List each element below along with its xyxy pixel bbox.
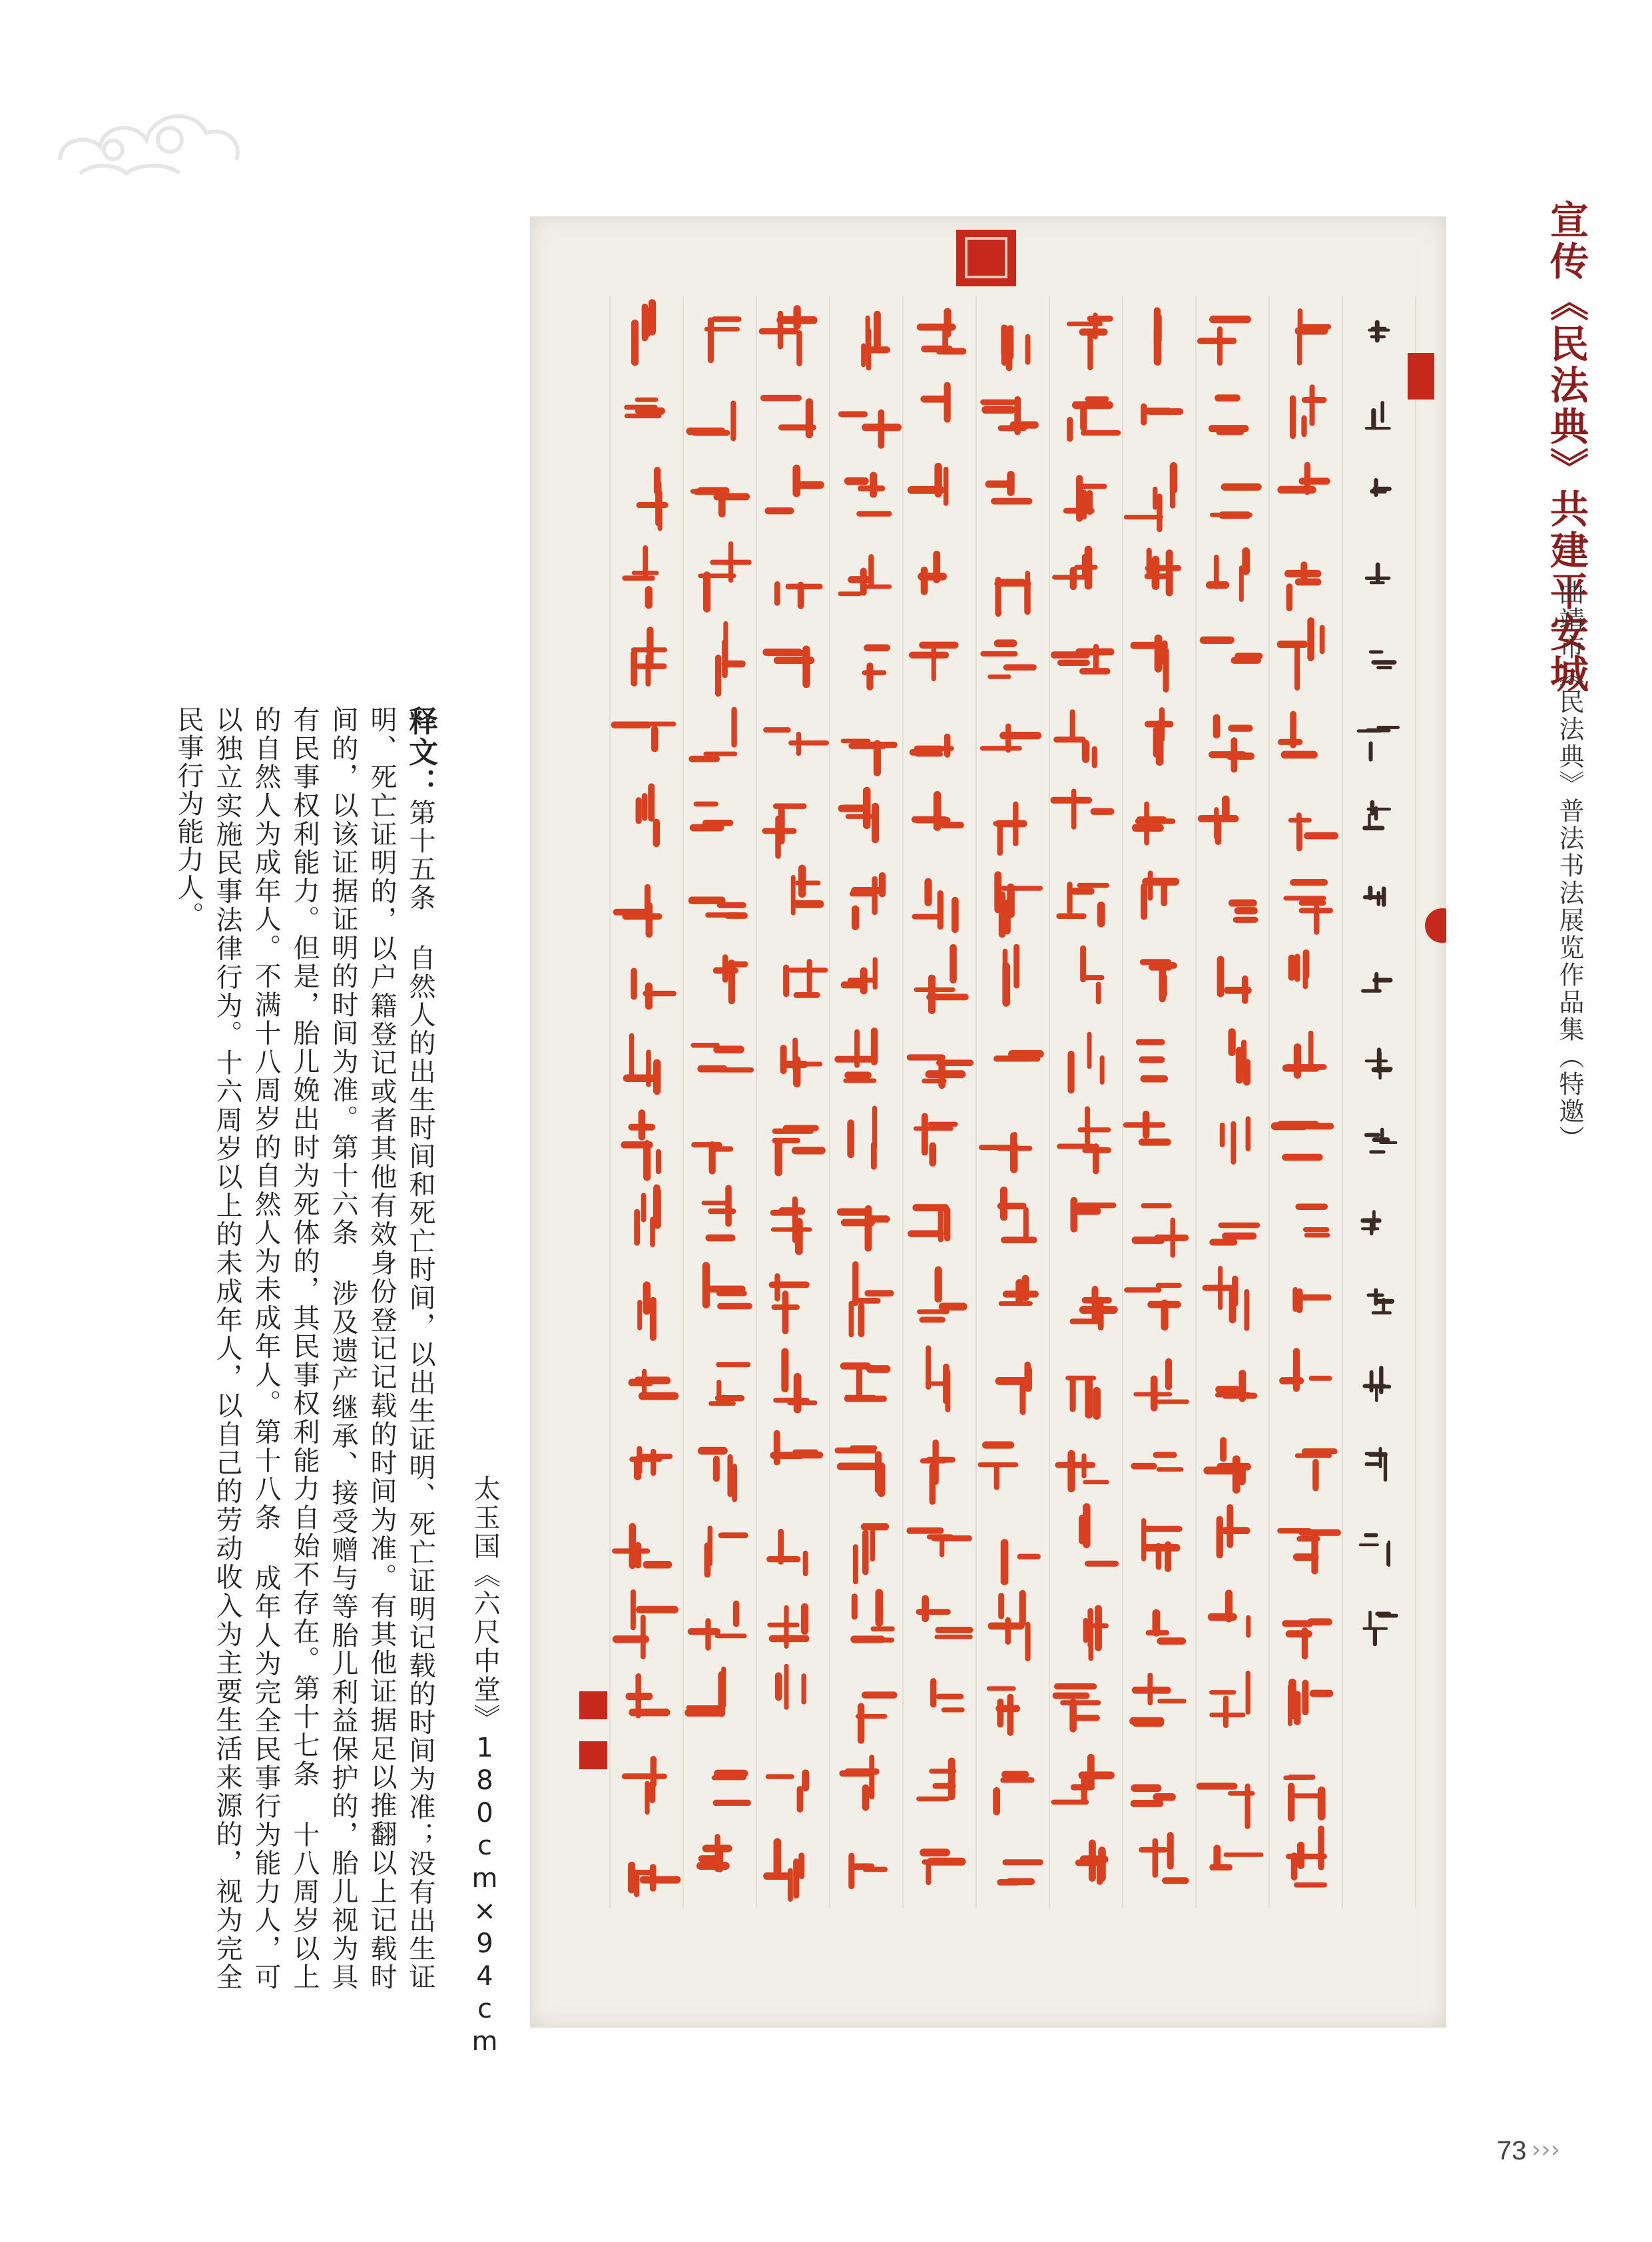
calligraphy-glyph xyxy=(1197,316,1251,366)
calligraphy-glyph xyxy=(698,1447,737,1502)
calligraphy-glyph xyxy=(685,1667,726,1717)
calligraphy-glyph xyxy=(1282,1618,1332,1659)
calligraphy-glyph xyxy=(688,897,748,919)
page-number: 73 xyxy=(1497,2136,1527,2165)
calligraphy-glyph xyxy=(1139,1832,1189,1884)
calligraphy-glyph xyxy=(1136,1039,1168,1082)
calligraphy-glyph xyxy=(909,642,959,682)
artwork-title: 《六尺中堂》 xyxy=(469,1561,500,1733)
calligraphy-glyph xyxy=(622,545,659,609)
calligraphy-glyph xyxy=(1053,1683,1101,1733)
calligraphy-glyph xyxy=(713,954,748,1004)
calligraphy-glyph xyxy=(762,646,814,689)
calligraphy-glyph xyxy=(1057,1106,1111,1174)
calligraphy-glyph xyxy=(780,1037,823,1087)
calligraphy-glyph xyxy=(997,1187,1037,1243)
signature-glyph xyxy=(1369,651,1397,670)
calligraphy-glyph xyxy=(914,944,969,1014)
calligraphy-glyph xyxy=(712,1770,751,1806)
calligraphy-glyph xyxy=(1133,1358,1189,1412)
calligraphy-glyph xyxy=(908,463,949,506)
calligraphy-glyph xyxy=(838,410,902,449)
calligraphy-glyph xyxy=(1124,1283,1182,1331)
calligraphy-glyph xyxy=(1286,1825,1327,1887)
calligraphy-glyph xyxy=(1284,561,1321,611)
calligraphy-glyph xyxy=(1070,1286,1118,1330)
calligraphy-glyph xyxy=(979,1132,1032,1173)
signature-glyph xyxy=(1366,1288,1394,1314)
calligraphy-glyph xyxy=(980,723,1041,752)
artist-name: 太玉国 xyxy=(469,1475,500,1561)
calligraphy-glyph xyxy=(920,1848,965,1885)
calligraphy-glyph xyxy=(1279,1348,1332,1392)
calligraphy-glyph xyxy=(920,1440,956,1505)
calligraphy-glyph xyxy=(628,1862,681,1897)
calligraphy-glyph xyxy=(1220,1116,1250,1165)
calligraphy-glyph xyxy=(1067,396,1121,441)
calligraphy-glyph xyxy=(1131,1785,1176,1807)
calligraphy-glyph xyxy=(766,1769,810,1813)
calligraphy-glyph xyxy=(856,1691,898,1743)
calligraphy-glyph xyxy=(772,1125,826,1176)
calligraphy-glyph xyxy=(759,305,818,366)
calligraphy-glyph xyxy=(844,472,892,517)
artwork-canvas xyxy=(530,216,1446,2028)
calligraphy-glyph xyxy=(1002,944,1019,1007)
calligraphy-glyph xyxy=(839,1755,879,1811)
calligraphy-glyph xyxy=(988,1590,1031,1661)
calligraphy-glyph xyxy=(773,1348,817,1414)
signature-glyph xyxy=(1362,1366,1391,1402)
calligraphy-glyph xyxy=(624,398,665,418)
calligraphy-glyph xyxy=(791,865,824,916)
calligraphy-glyph xyxy=(1145,707,1174,766)
calligraphy-glyph xyxy=(980,639,1036,679)
calligraphy-glyph xyxy=(993,802,1027,856)
calligraphy-glyph xyxy=(621,1109,661,1181)
calligraphy-glyph xyxy=(1141,870,1179,920)
calligraphy-glyph xyxy=(690,487,750,517)
calligraphy-glyph xyxy=(611,722,677,752)
calligraphy-glyph xyxy=(837,1205,890,1252)
calligraphy-glyph xyxy=(1209,714,1254,772)
calligraphy-glyph xyxy=(1067,312,1113,370)
calligraphy-glyph xyxy=(625,1673,670,1719)
calligraphy-glyph xyxy=(637,1281,657,1340)
signature-glyph xyxy=(1362,800,1391,830)
calligraphy-glyph xyxy=(850,1589,895,1643)
transcription-block xyxy=(173,706,439,1991)
calligraphy-glyph xyxy=(629,1446,673,1480)
calligraphy-glyph xyxy=(910,734,954,758)
calligraphy-glyph xyxy=(1229,900,1258,923)
calligraphy-glyph xyxy=(622,1756,667,1815)
calligraphy-glyph xyxy=(853,1523,889,1584)
calligraphy-glyph xyxy=(1080,946,1104,1005)
calligraphy-glyph xyxy=(1055,1450,1109,1492)
calligraphy-glyph xyxy=(623,1033,661,1095)
calligraphy-glyph xyxy=(916,1595,973,1639)
seal-side xyxy=(1408,353,1434,400)
calligraphy-glyph xyxy=(1209,1844,1263,1870)
calligraphy-glyph xyxy=(764,465,824,515)
calligraphy-glyph xyxy=(1288,1679,1333,1726)
calligraphy-glyph xyxy=(861,311,890,371)
calligraphy-glyph xyxy=(1203,1266,1250,1331)
calligraphy-glyph xyxy=(840,1362,891,1402)
calligraphy-glyph xyxy=(704,316,742,363)
calligraphy-glyph xyxy=(1129,1673,1186,1727)
calligraphy-glyph xyxy=(918,551,947,595)
seal-signature-2 xyxy=(579,1741,607,1769)
calligraphy-glyph xyxy=(912,791,964,831)
calligraphy-glyph xyxy=(1075,1840,1109,1885)
calligraphy-glyph xyxy=(637,467,669,531)
signature-glyph xyxy=(1362,1611,1398,1646)
calligraphy-glyph xyxy=(631,968,677,1010)
calligraphy-glyph xyxy=(1051,644,1115,675)
calligraphy-glyph xyxy=(849,1261,894,1337)
calligraphy-glyph xyxy=(762,803,806,858)
calligraphy-glyph xyxy=(1215,1370,1257,1402)
calligraphy-glyph xyxy=(763,1838,804,1902)
calligraphy-glyph xyxy=(1295,308,1332,366)
calligraphy-glyph xyxy=(1210,483,1262,519)
calligraphy-glyph xyxy=(774,581,823,609)
calligraphy-glyph xyxy=(1292,1287,1331,1313)
calligraphy-glyph xyxy=(995,1362,1032,1416)
calligraphy-glyph xyxy=(916,1757,956,1801)
calligraphy-glyph xyxy=(1288,950,1310,989)
calligraphy-glyph xyxy=(917,308,967,355)
calligraphy-glyph xyxy=(704,1526,748,1577)
calligraphy-glyph xyxy=(1001,324,1030,371)
calligraphy-glyph xyxy=(1123,1111,1171,1146)
calligraphy-glyph xyxy=(1209,394,1249,435)
signature-glyph xyxy=(1359,1533,1390,1567)
calligraphy-glyph xyxy=(862,644,890,690)
calligraphy-glyph xyxy=(688,707,737,762)
calligraphy-glyph xyxy=(1145,548,1181,597)
calligraphy-glyph xyxy=(613,884,663,938)
calligraphy-glyph xyxy=(838,787,879,844)
calligraphy-glyph xyxy=(1132,1203,1189,1258)
calligraphy-glyph xyxy=(1132,801,1175,845)
calligraphy-glyph xyxy=(838,554,892,596)
calligraphy-glyph xyxy=(688,1600,747,1650)
calligraphy-glyph xyxy=(766,1529,808,1576)
calligraphy-glyph xyxy=(920,382,950,423)
calligraphy-glyph xyxy=(906,1528,971,1557)
calligraphy-glyph xyxy=(1228,1028,1250,1085)
calligraphy-glyph xyxy=(1079,1503,1119,1566)
calligraphy-glyph xyxy=(907,1054,974,1089)
calligraphy-glyph xyxy=(690,1043,754,1073)
cloud-ornament-icon xyxy=(53,100,246,186)
calligraphy-glyph xyxy=(708,1362,750,1406)
calligraphy-glyph xyxy=(1052,546,1097,591)
seal-round xyxy=(1425,908,1446,943)
calligraphy-glyph xyxy=(1208,1589,1251,1637)
page-arrow-icon: ››› xyxy=(1531,2136,1561,2163)
calligraphy-glyph xyxy=(1271,1121,1334,1161)
calligraphy-glyph xyxy=(1277,1528,1341,1575)
calligraphy-glyph xyxy=(978,1442,1019,1490)
calligraphy-glyph xyxy=(1053,709,1097,768)
calligraphy-glyph xyxy=(1124,462,1177,532)
calligraphy-glyph xyxy=(912,878,958,933)
calligraphy-glyph xyxy=(1209,1223,1260,1246)
calligraphy-glyph xyxy=(1131,635,1169,693)
calligraphy-glyph xyxy=(1206,547,1250,602)
calligraphy-glyph xyxy=(980,396,1039,435)
calligraphy-glyph xyxy=(848,1852,888,1889)
series-subtitle: 曲靖市《民法典》普法书法展览作品集（特邀） xyxy=(1555,579,1584,1153)
calligraphy-glyph xyxy=(1278,711,1318,759)
calligraphy-glyph xyxy=(631,299,656,366)
calligraphy-glyph xyxy=(1141,404,1183,425)
calligraphy-glyph xyxy=(993,1050,1044,1061)
signature-glyph xyxy=(1365,401,1391,429)
calligraphy-glyph xyxy=(715,621,746,697)
calligraphy-glyph xyxy=(999,1275,1039,1306)
calligraphy-glyph xyxy=(1290,384,1327,439)
calligraphy-glyph xyxy=(1295,1204,1330,1238)
seal-signature-1 xyxy=(579,1691,607,1719)
signature-glyph xyxy=(1370,478,1391,497)
calligraphy-glyph xyxy=(702,1185,736,1241)
calligraphy-glyph xyxy=(1063,475,1107,521)
calligraphy-glyph xyxy=(1283,1775,1325,1822)
calligraphy-glyph xyxy=(1067,1032,1104,1094)
calligraphy-glyph xyxy=(1051,1754,1115,1805)
calligraphy-glyph xyxy=(841,738,898,776)
calligraphy-glyph xyxy=(775,1664,806,1710)
calligraphy-glyph xyxy=(1070,1197,1116,1233)
calligraphy-glyph xyxy=(1065,1376,1101,1420)
calligraphy-glyph xyxy=(1200,637,1263,664)
signature-glyph xyxy=(1365,1047,1393,1079)
calligraphy-glyph xyxy=(1295,1448,1338,1491)
calligraphy-glyph xyxy=(769,1273,810,1334)
calligraphy-glyph xyxy=(1283,879,1333,935)
calligraphy-glyph xyxy=(847,1105,877,1169)
calligraphy-glyph xyxy=(834,1027,878,1083)
calligraphy-glyph xyxy=(930,1678,965,1712)
calligraphy-glyph xyxy=(993,1771,1034,1815)
calligraphy-glyph xyxy=(1197,1783,1255,1829)
calligraphy-glyph xyxy=(770,1430,824,1466)
calligraphy-glyph xyxy=(1050,788,1114,829)
calligraphy-glyph xyxy=(987,1686,1020,1736)
calligraphy-glyph xyxy=(1154,307,1162,366)
calligraphy-glyph xyxy=(770,1197,812,1255)
calligraphy-glyph xyxy=(698,541,751,613)
transcription-text: 第十五条 自然人的出生时间和死亡时间，以出生证明、死亡证明记载的时间为准；没有出生证明、死亡证明的，以户籍登记或者其他有效身份登记记载的时间为准。有其他证据足以推翻以上记载时间的，以该证据证明的时间为准。第十六条 涉及遗产继承、接受赠与等胎儿利益保护的，胎儿视为具有民事权利能力。但是，胎儿娩出时为死体的，其民事权利能力自始不存在。第十七条 十八周岁以上的自然人为成年人。不满十八周岁的自然人为未成年人。第十八条 成年人为完全民事行为能力人，可以独立实施民事法律行为。十六周岁以上的未成年人，以自己的劳动收入为主要生活来源的，视为完全民事行为能力人。 xyxy=(173,706,435,1991)
calligraphy-glyph xyxy=(634,1184,661,1247)
calligraphy-glyph xyxy=(763,727,829,756)
artwork-size: 180cm×94cm xyxy=(469,1733,500,2059)
calligraphy-glyph xyxy=(1217,956,1252,1003)
calligraphy-glyph xyxy=(1277,462,1330,495)
signature-glyph xyxy=(1361,972,1392,993)
calligraphy-glyph xyxy=(702,1262,752,1309)
signature-glyph xyxy=(1365,1447,1388,1482)
calligraphy-glyph xyxy=(612,1523,672,1569)
calligraphy-glyph xyxy=(1277,617,1325,691)
calligraphy-glyph xyxy=(917,1266,967,1323)
signature-glyph xyxy=(1357,726,1400,762)
calligraphy-glyph xyxy=(1209,1671,1250,1728)
signature-glyph xyxy=(1368,320,1390,343)
calligraphy-glyph xyxy=(1141,1518,1183,1572)
calligraphy-glyph xyxy=(850,872,886,930)
calligraphy-glyph xyxy=(687,400,736,441)
calligraphy-glyph xyxy=(690,802,734,832)
calligraphy-glyph xyxy=(691,1141,733,1175)
calligraphy-glyph xyxy=(1288,812,1338,851)
calligraphy-glyph xyxy=(1083,1605,1109,1661)
calligraphy-glyph xyxy=(783,959,828,998)
calligraphy-glyph xyxy=(1198,796,1239,845)
transcription-label: 释文： xyxy=(404,706,437,799)
calligraphy-glyph xyxy=(1001,1539,1041,1585)
calligraphy-glyph xyxy=(834,1445,885,1497)
calligraphy-glyph xyxy=(841,957,878,994)
calligraphy-glyph xyxy=(914,1113,958,1167)
calligraphy-glyph xyxy=(1056,882,1109,927)
calligraphy-glyph xyxy=(696,1834,732,1872)
calligraphy-glyph xyxy=(613,1589,679,1659)
artwork-caption xyxy=(466,1475,504,2059)
signature-glyph xyxy=(1365,563,1391,585)
signature-glyph xyxy=(1363,886,1386,907)
calligraphy-glyph xyxy=(1140,959,1177,1002)
calligraphy-glyph xyxy=(631,627,667,687)
calligraphy-glyph xyxy=(994,571,1031,617)
signature-glyph xyxy=(1364,1128,1397,1154)
calligraphy-glyph xyxy=(760,395,816,438)
calligraphy-glyph xyxy=(994,871,1043,938)
calligraphy-glyph xyxy=(629,1369,679,1400)
signature-glyph xyxy=(1360,1210,1381,1235)
calligraphy-glyph xyxy=(636,783,660,847)
calligraphy-glyph xyxy=(1217,1504,1250,1558)
calligraphy-glyph xyxy=(1203,1437,1251,1494)
calligraphy-glyph xyxy=(926,1345,950,1412)
calligraphy-glyph xyxy=(908,1204,950,1242)
series-title: 宣传《民法典》共建平安城 xyxy=(1543,200,1589,695)
calligraphy-glyph xyxy=(1131,1452,1183,1472)
calligraphy-artwork xyxy=(530,216,1446,2028)
calligraphy-glyph xyxy=(1146,1609,1187,1645)
calligraphy-glyph xyxy=(767,1603,809,1649)
calligraphy-glyph xyxy=(1282,1031,1327,1079)
calligraphy-glyph xyxy=(997,1859,1043,1885)
calligraphy-glyph xyxy=(985,471,1033,504)
